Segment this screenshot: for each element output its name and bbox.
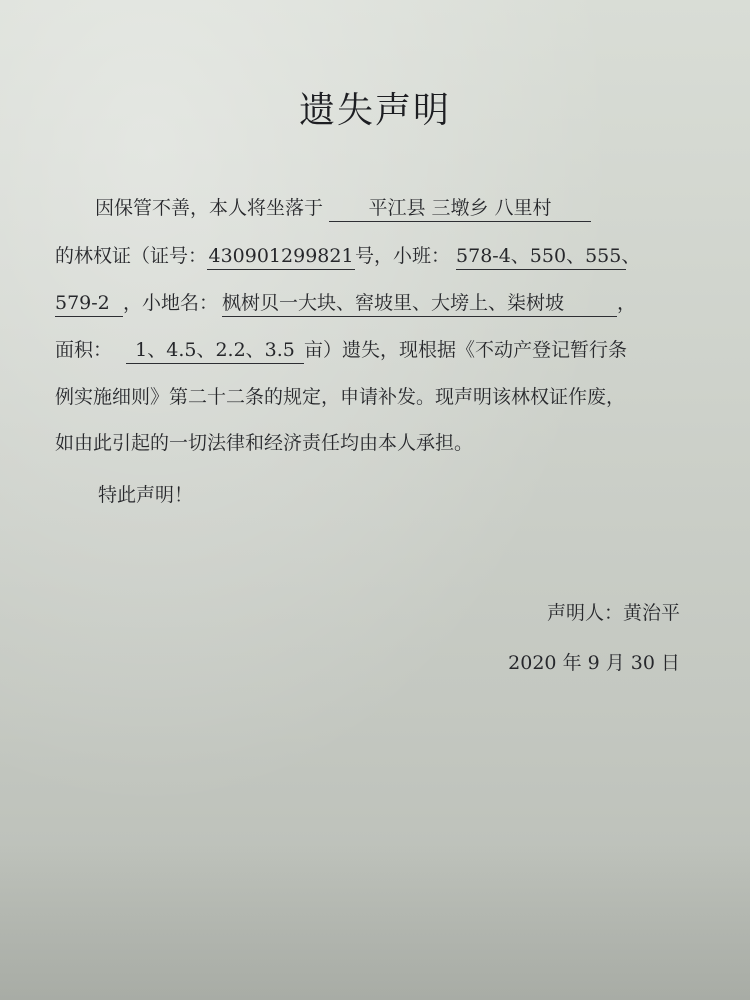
- body-line-2: [55, 241, 641, 270]
- body-line-4: [55, 335, 627, 364]
- body-line-5: 例实施细则》第二十二条的规定，申请补发。现声明该林权证作废，: [55, 386, 626, 408]
- body-line-6: 如由此引起的一切法律和经济责任均由本人承担。: [55, 432, 474, 454]
- area-fill: 1、4.5、2.2、3.5: [126, 340, 304, 364]
- declaration-date: 2020 年 9 月 30 日: [508, 652, 680, 674]
- body-text: 面积：: [55, 339, 113, 361]
- body-text: 亩）遗失，现根据《不动产登记暂行条: [304, 339, 628, 361]
- plots-fill-part1: 578-4、550、555、: [456, 246, 626, 270]
- closing-line: 特此声明！: [98, 484, 194, 506]
- place-names-fill: 枫树贝一大块、窖坡里、大塝上、柒树坡: [222, 293, 617, 317]
- body-line-1: [95, 193, 591, 222]
- body-line-3: [55, 288, 636, 317]
- declarant-signature: 声明人：黄治平: [546, 602, 680, 624]
- body-text: 的林权证（证号：: [55, 245, 208, 267]
- body-text: ，: [617, 292, 637, 314]
- document-title: 遗失声明: [298, 90, 451, 131]
- body-text: ，小地名：: [123, 292, 219, 314]
- cert-number-fill: 430901299821: [207, 246, 355, 270]
- body-text: 因保管不善，本人将坐落于: [95, 197, 324, 219]
- plots-fill-part2: 579-2: [55, 293, 123, 317]
- location-fill: 平江县 三墩乡 八里村: [329, 198, 591, 222]
- body-text: 号，小班：: [355, 245, 451, 267]
- paper-shadow: [0, 840, 750, 1000]
